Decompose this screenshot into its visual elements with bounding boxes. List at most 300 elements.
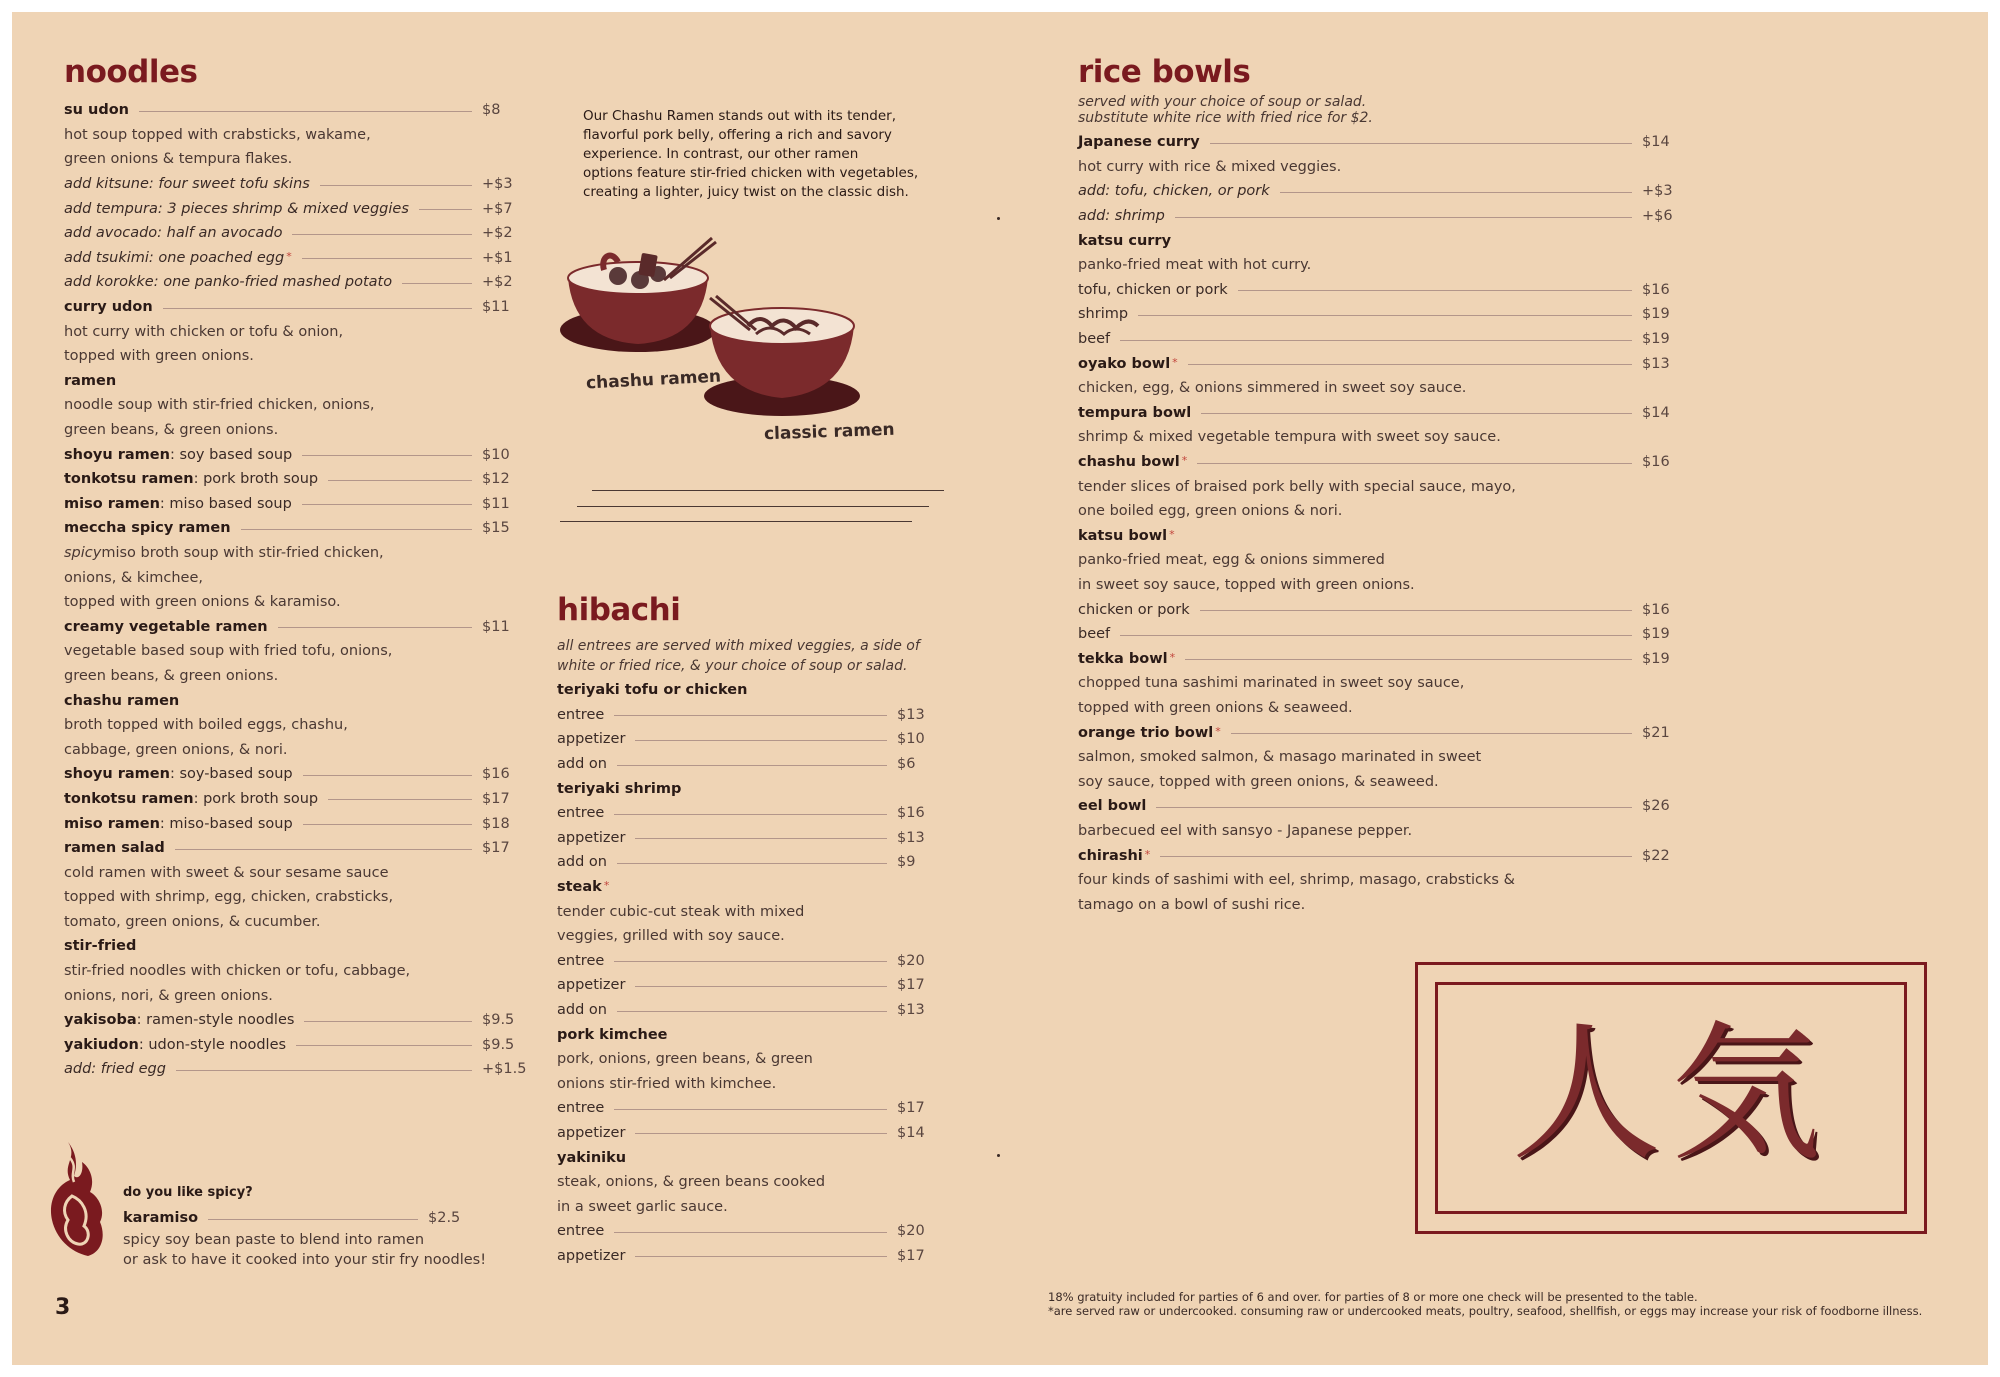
raw-asterisk-icon: * (1169, 650, 1176, 664)
item-label (557, 781, 691, 797)
size-name: chicken or pork (1078, 601, 1190, 618)
footer-notes (1048, 1290, 1922, 1318)
item-price: $17 (897, 1100, 925, 1117)
item-description: soy sauce, topped with green onions, & seaweed. (1078, 773, 1439, 790)
item-name: katsu bowl (1078, 527, 1168, 544)
item-label (64, 520, 241, 536)
item-description: stir-fried noodles with chicken or tofu, cabbage, (64, 963, 411, 980)
item-name: yakiniku (557, 1149, 627, 1166)
item-description: vegetable based soup with fried tofu, onions, (64, 643, 393, 660)
size-name: appetizer (557, 977, 626, 994)
dotted-leader (208, 1219, 418, 1220)
item-price: +$6 (1642, 208, 1673, 225)
item-name: ramen salad (64, 840, 165, 857)
menu-row (1078, 622, 1682, 647)
item-label (557, 682, 757, 698)
item-name: katsu curry (1078, 232, 1172, 249)
item-name: teriyaki tofu or chicken (557, 682, 748, 699)
dotted-leader (302, 455, 472, 456)
item-label (1078, 282, 1238, 298)
item-label (1078, 651, 1185, 667)
dotted-leader (1197, 463, 1632, 464)
item-name: orange trio bowl (1078, 724, 1214, 741)
item-name: shoyu ramen (64, 766, 170, 783)
item-label (557, 707, 614, 723)
dotted-leader (1160, 856, 1632, 857)
item-description: panko-fried meat, egg & onions simmered (1078, 552, 1385, 569)
item-name: su udon (64, 102, 129, 119)
item-label (64, 1061, 176, 1077)
dotted-leader (303, 775, 472, 776)
menu-row (557, 1244, 937, 1269)
size-name: appetizer (557, 1124, 626, 1141)
flame-icon (48, 1140, 106, 1260)
add-on-name: add: shrimp (1078, 208, 1165, 225)
item-description: four kinds of sashimi with eel, shrimp, masago, crabsticks & (1078, 872, 1515, 889)
item-name: chashu bowl (1078, 454, 1180, 471)
item-label (64, 938, 146, 954)
dotted-leader (402, 283, 472, 284)
item-price: +$3 (1642, 183, 1673, 200)
item-price: $9.5 (482, 1012, 515, 1029)
item-price: $16 (1642, 454, 1670, 471)
item-price: $11 (482, 299, 510, 316)
item-description: green beans, & green onions. (64, 422, 279, 439)
item-label (64, 816, 303, 832)
dotted-leader (1238, 290, 1632, 291)
item-label (64, 791, 328, 807)
item-price: $15 (482, 520, 510, 537)
item-name: ramen (64, 372, 117, 389)
dotted-leader (302, 258, 472, 259)
size-name: appetizer (557, 829, 626, 846)
dotted-leader (635, 740, 887, 741)
noodles-title: noodles (64, 54, 198, 90)
item-description: hot soup topped with crabsticks, wakame, (64, 126, 371, 143)
menu-row (64, 270, 522, 295)
dotted-leader (302, 504, 472, 505)
popular-stamp (1415, 962, 1927, 1234)
item-label (64, 693, 189, 709)
menu-row (1078, 302, 1682, 327)
item-name: shoyu ramen (64, 446, 170, 463)
item-price: $10 (482, 446, 510, 463)
dotted-leader (1280, 192, 1632, 193)
size-name: entree (557, 952, 605, 969)
popular-stamp-text: 人気 (1510, 1008, 1831, 1182)
menu-row (557, 678, 937, 703)
noodles-list (64, 98, 527, 1082)
menu-row (64, 295, 522, 320)
spicy-desc-1: spicy soy bean paste to blend into ramen (123, 1232, 425, 1248)
item-name: steak (557, 879, 602, 896)
item-label (557, 1248, 635, 1264)
size-name: appetizer (557, 731, 626, 748)
item-price: $9.5 (482, 1036, 515, 1053)
item-label (64, 447, 302, 463)
item-price: $16 (1642, 281, 1670, 298)
menu-row (557, 850, 937, 875)
menu-row (1078, 794, 1682, 819)
dotted-leader (1200, 610, 1632, 611)
blurb-line: flavorful pork belly, offering a rich and savory (583, 127, 892, 143)
dotted-leader (1231, 733, 1632, 734)
item-label (64, 201, 419, 217)
dotted-leader (296, 1045, 472, 1046)
item-price: $20 (897, 1223, 925, 1240)
speck (997, 217, 1000, 220)
menu-row (64, 787, 522, 812)
item-price: $6 (897, 756, 916, 773)
rice-bowls-section (1078, 52, 1682, 917)
item-price: $11 (482, 618, 510, 635)
dotted-leader (614, 1109, 887, 1110)
item-price: $19 (1642, 331, 1670, 348)
raw-asterisk-icon: * (603, 879, 610, 893)
dotted-leader (1120, 340, 1632, 341)
menu-row (64, 762, 522, 787)
rice-bowls-title: rice bowls (1078, 54, 1251, 90)
item-price: $14 (897, 1124, 925, 1141)
item-description: steak, onions, & green beans cooked (557, 1174, 826, 1191)
item-label (557, 805, 614, 821)
item-price: $17 (897, 1247, 925, 1264)
item-description: tomato, green onions, & cucumber. (64, 913, 321, 930)
item-price: $13 (1642, 355, 1670, 372)
item-price: $21 (1642, 724, 1670, 741)
decorative-rule (560, 521, 912, 522)
dotted-leader (614, 715, 887, 716)
add-on-name: add: tofu, chicken, or pork (1078, 183, 1270, 200)
item-description: topped with green onions. (64, 348, 254, 365)
item-name: tekka bowl (1078, 650, 1168, 667)
item-name: chashu ramen (64, 692, 180, 709)
item-label (557, 1223, 614, 1239)
item-description: one boiled egg, green onions & nori. (1078, 503, 1343, 520)
item-description: hot curry with rice & mixed veggies. (1078, 158, 1342, 175)
item-description: green beans, & green onions. (64, 667, 279, 684)
dotted-leader (614, 814, 887, 815)
dotted-leader (635, 986, 887, 987)
dotted-leader (419, 209, 472, 210)
menu-row (64, 221, 522, 246)
spicy-desc-2: or ask to have it cooked into your stir fry noodles! (123, 1252, 487, 1268)
size-name: add on (557, 1002, 607, 1019)
menu-row (64, 614, 522, 639)
item-name: miso ramen (64, 815, 160, 832)
item-name: oyako bowl (1078, 355, 1171, 372)
menu-row (557, 1145, 937, 1170)
size-name: entree (557, 706, 605, 723)
item-label (1078, 848, 1160, 864)
classic-ramen-label: classic ramen (763, 419, 895, 445)
size-name: entree (557, 1223, 605, 1240)
item-detail: : miso based soup (159, 495, 292, 512)
item-description: in a sweet garlic sauce. (557, 1198, 728, 1215)
dotted-leader (1120, 635, 1632, 636)
item-description: veggies, grilled with soy sauce. (557, 928, 785, 945)
hibachi-note-2: white or fried rice, & your choice of soup or salad. (557, 658, 908, 674)
ramen-blurb (583, 107, 943, 202)
item-label (557, 977, 635, 993)
menu-row (1078, 401, 1682, 426)
item-description: green onions & tempura flakes. (64, 151, 293, 168)
noodles-section (64, 52, 527, 1082)
menu-row (1078, 524, 1682, 549)
item-label (1078, 331, 1120, 347)
dotted-leader (635, 1133, 887, 1134)
dotted-leader (163, 308, 472, 309)
menu-row (1078, 278, 1682, 303)
item-label (1078, 183, 1280, 199)
menu-row (1078, 204, 1682, 229)
item-label (1078, 233, 1181, 249)
size-name: add on (557, 854, 607, 871)
menu-row (64, 467, 522, 492)
menu-row (557, 826, 937, 851)
chashu-bowl-icon (560, 238, 716, 352)
item-name: miso ramen (64, 495, 160, 512)
hibachi-list (557, 678, 937, 1268)
item-name: creamy vegetable ramen (64, 618, 268, 635)
item-label (64, 1012, 304, 1028)
item-price: +$1 (482, 249, 513, 266)
dotted-leader (1201, 413, 1632, 414)
item-description: topped with green onions & karamiso. (64, 594, 341, 611)
size-name: beef (1078, 331, 1111, 348)
raw-warning-note: *are served raw or undercooked. consuming raw or undercooked meats, poultry, seafood, shellfish, or eggs may increase your risk of foodborne illness. (1048, 1304, 1923, 1318)
menu-row (1078, 450, 1682, 475)
item-price: +$1.5 (482, 1061, 527, 1078)
item-label (1078, 528, 1185, 544)
item-price: $16 (1642, 601, 1670, 618)
item-label (64, 225, 292, 241)
item-description: chopped tuna sashimi marinated in sweet soy sauce, (1078, 675, 1465, 692)
item-name: curry udon (64, 299, 153, 316)
item-detail: : pork broth soup (193, 790, 319, 807)
menu-row (64, 246, 522, 271)
dotted-leader (617, 765, 887, 766)
hibachi-title: hibachi (557, 592, 681, 628)
item-price: $14 (1642, 134, 1670, 151)
rice-note-2: substitute white rice with fried rice for $2. (1078, 110, 1373, 126)
item-label (557, 1027, 678, 1043)
item-price: $18 (482, 815, 510, 832)
item-price: $17 (897, 977, 925, 994)
ramen-illustration (560, 230, 900, 440)
menu-row (64, 172, 522, 197)
item-detail: : soy-based soup (169, 766, 293, 783)
item-price: $17 (482, 840, 510, 857)
item-description: cabbage, green onions, & nori. (64, 741, 288, 758)
item-label (64, 619, 278, 635)
item-label (557, 879, 619, 895)
decorative-rule (592, 490, 944, 491)
item-label (557, 1002, 617, 1018)
item-description: onions, & kimchee, (64, 569, 204, 586)
item-detail: : pork broth soup (193, 471, 319, 488)
item-label (557, 830, 635, 846)
item-label (64, 299, 163, 315)
blurb-line: options feature stir-fried chicken with vegetables, (583, 165, 919, 181)
classic-bowl-icon (704, 296, 860, 416)
blurb-line: Our Chashu Ramen stands out with its tender, (583, 108, 896, 124)
dotted-leader (292, 234, 472, 235)
rice-note-1: served with your choice of soup or salad. (1078, 94, 1367, 110)
size-name: beef (1078, 626, 1111, 643)
gratuity-note: 18% gratuity included for parties of 6 and over. for parties of 8 or more one check will be presented to the table. (1048, 1290, 1698, 1304)
speck (997, 1154, 1000, 1157)
item-label (1078, 356, 1188, 372)
blurb-line: creating a lighter, juicy twist on the classic dish. (583, 184, 909, 200)
item-price: $13 (897, 706, 925, 723)
item-label (557, 1125, 635, 1141)
dotted-leader (175, 849, 472, 850)
menu-row (557, 776, 937, 801)
dotted-leader (304, 1021, 472, 1022)
raw-asterisk-icon: * (1181, 454, 1188, 468)
item-price: +$7 (482, 200, 513, 217)
dotted-leader (1185, 659, 1632, 660)
dotted-leader (617, 1011, 887, 1012)
item-detail: : ramen-style noodles (136, 1012, 295, 1029)
item-description: topped with green onions & seaweed. (1078, 699, 1353, 716)
karamiso-name: karamiso (123, 1210, 199, 1226)
dotted-leader (1188, 364, 1632, 365)
size-name: appetizer (557, 1247, 626, 1264)
dotted-leader (635, 838, 887, 839)
item-name: tonkotsu ramen (64, 471, 194, 488)
dotted-leader (328, 480, 472, 481)
item-price: $22 (1642, 847, 1670, 864)
item-label (64, 102, 139, 118)
item-label (557, 953, 614, 969)
item-price: +$3 (482, 176, 513, 193)
item-detail: : udon-style noodles (138, 1036, 287, 1053)
menu-row (64, 688, 522, 713)
item-name: pork kimchee (557, 1026, 668, 1043)
item-price: $11 (482, 495, 510, 512)
menu-row (557, 752, 937, 777)
item-label (1078, 798, 1156, 814)
spicy-heading: do you like spicy? (123, 1185, 253, 1200)
item-price: $16 (482, 766, 510, 783)
item-description: tender slices of braised pork belly with special sauce, mayo, (1078, 478, 1516, 495)
menu-row (1078, 646, 1682, 671)
menu-row (557, 973, 937, 998)
raw-asterisk-icon: * (1144, 847, 1151, 861)
item-name: meccha spicy ramen (64, 520, 231, 537)
item-label (64, 274, 402, 290)
item-name: tonkotsu ramen (64, 790, 194, 807)
item-description: topped with shrimp, egg, chicken, crabsticks, (64, 889, 394, 906)
menu-row (64, 934, 522, 959)
item-label (64, 840, 175, 856)
size-name: tofu, chicken or pork (1078, 281, 1228, 298)
item-price: +$2 (482, 274, 513, 291)
dotted-leader (635, 1256, 887, 1257)
item-label (1078, 602, 1200, 618)
item-description: onions stir-fried with kimchee. (557, 1075, 777, 1092)
add-on-name: add tempura: 3 pieces shrimp & mixed veggies (64, 200, 409, 217)
item-price: $20 (897, 952, 925, 969)
menu-row (64, 811, 522, 836)
item-name: yakisoba (64, 1012, 137, 1029)
item-detail: : soy based soup (169, 446, 293, 463)
add-on-name: add: fried egg (64, 1061, 166, 1078)
menu-row (64, 98, 522, 123)
item-name: stir-fried (64, 938, 137, 955)
blurb-line: experience. In contrast, our other ramen (583, 146, 859, 162)
menu-row (64, 1057, 527, 1082)
item-price: +$2 (482, 225, 513, 242)
item-description: tamago on a bowl of sushi rice. (1078, 896, 1306, 913)
dotted-leader (278, 627, 472, 628)
item-label (1078, 208, 1175, 224)
item-name: chirashi (1078, 847, 1143, 864)
dotted-leader (1138, 315, 1632, 316)
menu-row (64, 516, 522, 541)
item-description-lead: spicy (64, 544, 102, 561)
item-price: $19 (1642, 306, 1670, 323)
menu-row (64, 442, 522, 467)
item-description: onions, nori, & green onions. (64, 987, 273, 1004)
item-price: $14 (1642, 404, 1670, 421)
item-price: $13 (897, 829, 925, 846)
chashu-ramen-label: chashu ramen (585, 366, 722, 394)
menu-row (1078, 597, 1682, 622)
item-description: chicken, egg, & onions simmered in sweet soy sauce. (1078, 380, 1467, 397)
dotted-leader (241, 529, 472, 530)
add-on-name: add korokke: one panko-fried mashed potato (64, 274, 393, 291)
menu-row (1078, 843, 1682, 868)
size-name: entree (557, 805, 605, 822)
menu-row (557, 998, 937, 1023)
item-name: tempura bowl (1078, 404, 1192, 421)
karamiso-row (123, 1208, 468, 1228)
item-label (64, 176, 320, 192)
hibachi-note-1: all entrees are served with mixed veggies, a side of (557, 638, 920, 654)
size-name: entree (557, 1100, 605, 1117)
menu-row (1078, 130, 1682, 155)
blurb-text (583, 107, 943, 202)
item-label (1078, 405, 1201, 421)
dotted-leader (176, 1070, 472, 1071)
item-label (1078, 626, 1120, 642)
item-name: teriyaki shrimp (557, 780, 682, 797)
item-label (557, 1150, 636, 1166)
menu-row (557, 949, 937, 974)
add-on-name: add tsukimi: one poached egg (64, 249, 285, 266)
raw-asterisk-icon: * (1172, 355, 1178, 369)
menu-row (1078, 179, 1682, 204)
dotted-leader (1156, 807, 1632, 808)
item-label (64, 373, 126, 389)
item-label (557, 1100, 614, 1116)
item-name: Japanese curry (1078, 134, 1200, 151)
menu-row (557, 1121, 937, 1146)
menu-row (1078, 327, 1682, 352)
item-description: cold ramen with sweet & sour sesame sauce (64, 864, 389, 881)
item-label (64, 1037, 296, 1053)
item-description: tender cubic-cut steak with mixed (557, 903, 805, 920)
menu-row (557, 727, 937, 752)
karamiso-price: $2.5 (428, 1210, 461, 1226)
menu-page (12, 12, 1988, 1365)
dotted-leader (303, 824, 472, 825)
menu-row (1078, 228, 1682, 253)
item-price: $12 (482, 471, 510, 488)
